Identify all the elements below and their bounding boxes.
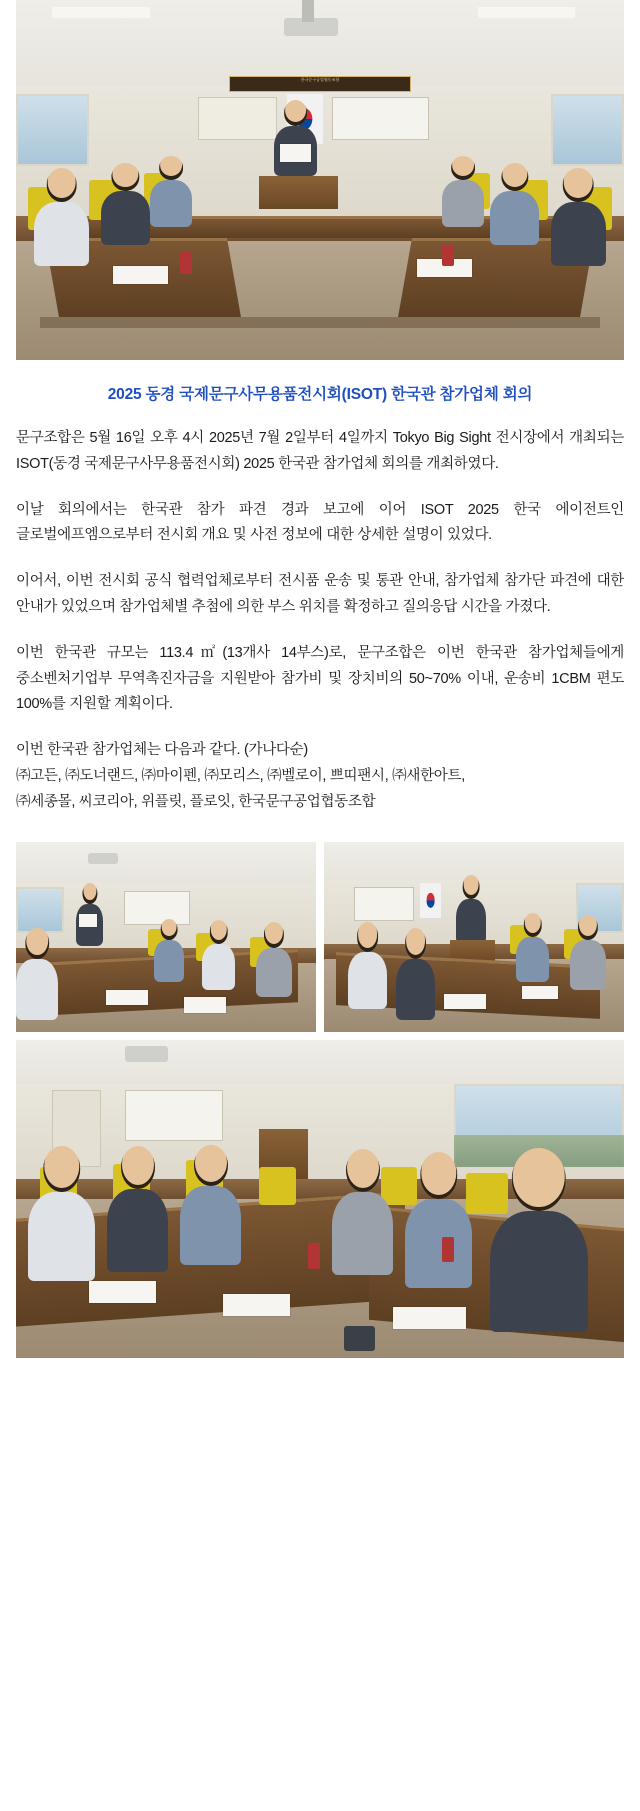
beverage-bottle <box>308 1243 320 1268</box>
presenter-document <box>280 144 310 162</box>
attendee <box>28 1192 95 1281</box>
document <box>79 914 97 927</box>
attendee <box>405 1199 472 1288</box>
whiteboard <box>332 97 429 140</box>
meeting-photo-wide <box>16 1040 624 1358</box>
attendee <box>107 1189 168 1272</box>
attendee <box>551 202 606 267</box>
participants-block <box>16 738 624 815</box>
participants-line-1: ㈜고든, ㈜도너랜드, ㈜마이펜, ㈜모리스, ㈜벨로이, 쁘띠팬시, ㈜새한아트, <box>16 767 465 784</box>
table-shadow <box>40 317 599 328</box>
whiteboard <box>354 887 414 921</box>
attendee <box>180 1186 241 1266</box>
attendee <box>202 944 235 990</box>
attendee <box>490 191 539 245</box>
ceiling <box>324 842 624 880</box>
beverage-bottle <box>442 1237 454 1262</box>
window <box>16 94 89 166</box>
podium <box>259 176 338 208</box>
ceiling <box>16 842 316 884</box>
attendee <box>34 202 89 267</box>
document <box>106 990 148 1005</box>
whiteboard <box>124 891 190 925</box>
paragraph-2: 이날 회의에서는 한국관 참가 파견 경과 보고에 이어 ISOT 2025 한국 에이전트인 글로벌에프엠으로부터 전시회 개요 및 사전 정보에 대한 상세한 설명이 있었다. <box>16 501 624 544</box>
wall-panel <box>198 97 277 140</box>
ceiling <box>16 1040 624 1085</box>
ceiling-light <box>478 7 575 18</box>
attendee <box>256 948 292 997</box>
document <box>89 1281 156 1303</box>
beverage-bottle <box>180 252 192 274</box>
projector-mount <box>302 0 314 22</box>
attendee <box>150 180 193 227</box>
meeting-photo-left <box>16 842 316 1032</box>
document <box>223 1294 290 1316</box>
paragraph-1: 문구조합은 5월 16일 오후 4시 2025년 7월 2일부터 4일까지 Tokyo Big Sight 전시장에서 개최되는 ISOT(동경 국제문구사무용품전시회) 2025 한국관 참가업체 회의를 개최하였다. <box>16 430 624 472</box>
chair <box>381 1167 417 1205</box>
window <box>16 887 64 933</box>
attendee <box>332 1192 393 1275</box>
document <box>522 986 558 999</box>
window <box>551 94 624 166</box>
document <box>444 994 486 1009</box>
paragraph-3: 이어서, 이번 전시회 공식 협력업체로부터 전시품 운송 및 통관 안내, 참가업체 참가단 파견에 대한 안내가 있었으며 참가업체별 추첨에 의한 부스 위치를 확정하고 질의응답 시간을 가졌다. <box>16 573 624 615</box>
chair <box>466 1173 509 1214</box>
participants-line-2: ㈜세종몰, 씨코리아, 위플릿, 플로잇, 한국문구공업협동조합 <box>16 793 376 810</box>
attendee <box>570 940 606 989</box>
room-banner: 한국문구공업협동조합 <box>229 76 411 92</box>
document <box>393 1307 466 1329</box>
attendee <box>348 952 387 1009</box>
ceiling-light <box>52 7 149 18</box>
attendee <box>442 180 485 227</box>
document <box>113 266 168 284</box>
meeting-room-hero-photo <box>16 0 624 360</box>
projector-icon <box>125 1046 168 1062</box>
chair <box>259 1167 295 1205</box>
projector-icon <box>88 853 118 864</box>
attendee <box>516 937 549 983</box>
page-title: 2025 동경 국제문구사무용품전시회(ISOT) 한국관 참가업체 회의 <box>107 386 533 403</box>
whiteboard <box>125 1090 222 1141</box>
presenter <box>456 899 486 945</box>
attendee <box>396 959 435 1020</box>
attendee <box>154 940 184 982</box>
tumbler <box>344 1326 374 1351</box>
meeting-photo-right <box>324 842 624 1032</box>
attendee <box>101 191 150 245</box>
beverage-bottle <box>442 245 454 267</box>
paragraph-4: 이번 한국관 규모는 113.4㎡(13개사 14부스)로, 문구조합은 이번 한국관 참가업체들에게 중소벤처기업부 무역촉진자금을 지원받아 참가비 및 장치비의 50~70% 이내, 운송비 1CBM 편도 100%를 지원할 계획이다. <box>16 644 624 713</box>
attendee <box>490 1211 587 1332</box>
photo-row <box>16 842 624 1032</box>
participants-intro: 이번 한국관 참가업체는 다음과 같다. (가나다순) <box>16 742 308 759</box>
document <box>184 997 226 1012</box>
attendee <box>16 959 58 1020</box>
korean-flag-icon <box>420 883 441 917</box>
